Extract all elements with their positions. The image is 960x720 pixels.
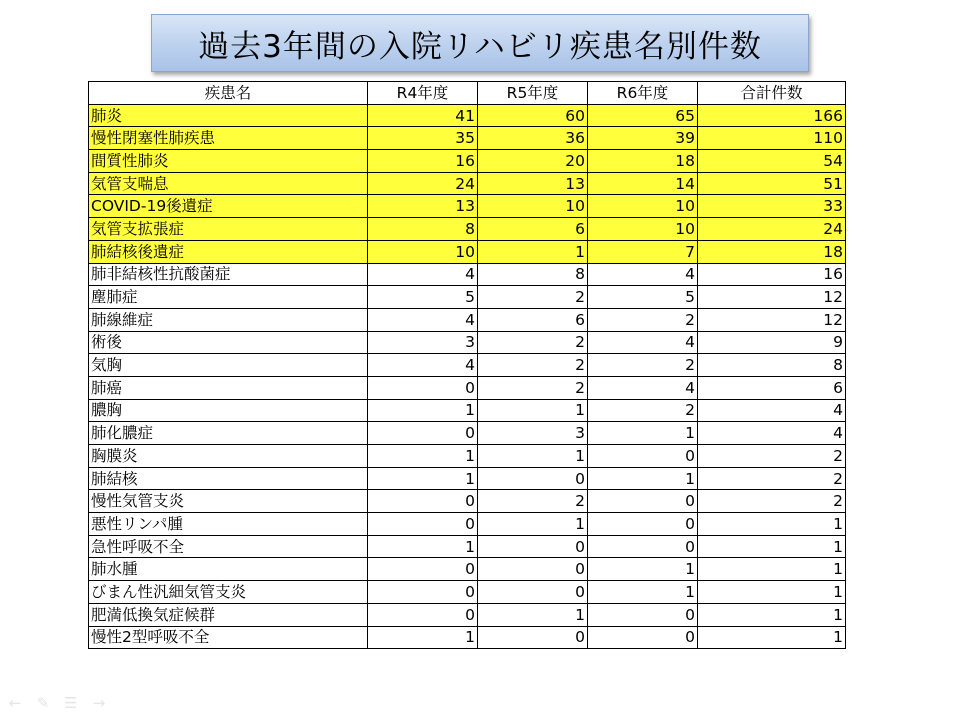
total-cell: 2 xyxy=(698,445,846,468)
r5-cell: 0 xyxy=(478,558,588,581)
header-r5: R5年度 xyxy=(478,82,588,105)
table-row xyxy=(89,467,846,490)
r6-cell: 0 xyxy=(588,603,698,626)
r4-cell: 10 xyxy=(368,240,478,263)
total-cell: 12 xyxy=(698,308,846,331)
r4-cell: 41 xyxy=(368,104,478,127)
disease-name-cell: 慢性気管支炎 xyxy=(89,490,368,513)
disease-name-cell: 肺非結核性抗酸菌症 xyxy=(89,263,368,286)
r5-cell: 10 xyxy=(478,195,588,218)
arrow-left-icon[interactable]: ← xyxy=(8,694,22,712)
r5-cell: 2 xyxy=(478,490,588,513)
disease-name-cell: びまん性汎細気管支炎 xyxy=(89,581,368,604)
r4-cell: 8 xyxy=(368,218,478,241)
r5-cell: 36 xyxy=(478,127,588,150)
disease-name-cell: 気管支喘息 xyxy=(89,172,368,195)
r4-cell: 4 xyxy=(368,308,478,331)
r6-cell: 39 xyxy=(588,127,698,150)
r4-cell: 0 xyxy=(368,513,478,536)
r6-cell: 10 xyxy=(588,195,698,218)
r6-cell: 4 xyxy=(588,263,698,286)
total-cell: 18 xyxy=(698,240,846,263)
r4-cell: 0 xyxy=(368,581,478,604)
header-total: 合計件数 xyxy=(698,82,846,105)
r4-cell: 0 xyxy=(368,603,478,626)
total-cell: 33 xyxy=(698,195,846,218)
total-cell: 4 xyxy=(698,399,846,422)
disease-name-cell: 気胸 xyxy=(89,354,368,377)
r6-cell: 0 xyxy=(588,445,698,468)
total-cell: 1 xyxy=(698,535,846,558)
r6-cell: 4 xyxy=(588,376,698,399)
r4-cell: 24 xyxy=(368,172,478,195)
table-row xyxy=(89,603,846,626)
total-cell: 1 xyxy=(698,581,846,604)
r6-cell: 18 xyxy=(588,150,698,173)
table-row xyxy=(89,286,846,309)
table-row xyxy=(89,490,846,513)
total-cell: 54 xyxy=(698,150,846,173)
disease-name-cell: 気管支拡張症 xyxy=(89,218,368,241)
r5-cell: 0 xyxy=(478,581,588,604)
total-cell: 1 xyxy=(698,603,846,626)
r6-cell: 2 xyxy=(588,399,698,422)
r5-cell: 60 xyxy=(478,104,588,127)
table-row xyxy=(89,581,846,604)
disease-name-cell: 肺癌 xyxy=(89,376,368,399)
total-cell: 51 xyxy=(698,172,846,195)
disease-name-cell: 肺化膿症 xyxy=(89,422,368,445)
disease-name-cell: 胸膜炎 xyxy=(89,445,368,468)
r6-cell: 7 xyxy=(588,240,698,263)
total-cell: 2 xyxy=(698,490,846,513)
r4-cell: 1 xyxy=(368,445,478,468)
disease-name-cell: 肺線維症 xyxy=(89,308,368,331)
r4-cell: 0 xyxy=(368,422,478,445)
pen-icon[interactable]: ✎ xyxy=(36,694,50,712)
total-cell: 24 xyxy=(698,218,846,241)
table-row xyxy=(89,263,846,286)
disease-name-cell: 悪性リンパ腫 xyxy=(89,513,368,536)
disease-name-cell: 急性呼吸不全 xyxy=(89,535,368,558)
table-row xyxy=(89,172,846,195)
total-cell: 1 xyxy=(698,626,846,649)
table-row xyxy=(89,626,846,649)
r6-cell: 0 xyxy=(588,626,698,649)
total-cell: 2 xyxy=(698,467,846,490)
r6-cell: 2 xyxy=(588,308,698,331)
r5-cell: 0 xyxy=(478,535,588,558)
r6-cell: 10 xyxy=(588,218,698,241)
r4-cell: 1 xyxy=(368,467,478,490)
table-row xyxy=(89,104,846,127)
table-row xyxy=(89,558,846,581)
r4-cell: 16 xyxy=(368,150,478,173)
slide-nav-toolbar xyxy=(6,694,108,712)
total-cell: 1 xyxy=(698,558,846,581)
table-row xyxy=(89,218,846,241)
r4-cell: 3 xyxy=(368,331,478,354)
header-r4: R4年度 xyxy=(368,82,478,105)
table-row xyxy=(89,376,846,399)
r5-cell: 13 xyxy=(478,172,588,195)
r4-cell: 4 xyxy=(368,354,478,377)
slide-title-box xyxy=(151,14,809,72)
table-row xyxy=(89,513,846,536)
r4-cell: 5 xyxy=(368,286,478,309)
r5-cell: 2 xyxy=(478,376,588,399)
arrow-right-icon[interactable]: → xyxy=(92,694,106,712)
r6-cell: 1 xyxy=(588,581,698,604)
r4-cell: 0 xyxy=(368,376,478,399)
table-row xyxy=(89,308,846,331)
r6-cell: 65 xyxy=(588,104,698,127)
r5-cell: 2 xyxy=(478,331,588,354)
disease-name-cell: COVID-19後遺症 xyxy=(89,195,368,218)
total-cell: 166 xyxy=(698,104,846,127)
disease-name-cell: 膿胸 xyxy=(89,399,368,422)
r6-cell: 0 xyxy=(588,535,698,558)
r4-cell: 0 xyxy=(368,490,478,513)
table-row xyxy=(89,354,846,377)
table-row xyxy=(89,240,846,263)
r6-cell: 4 xyxy=(588,331,698,354)
r5-cell: 8 xyxy=(478,263,588,286)
menu-icon[interactable]: ☰ xyxy=(64,694,78,712)
table-row xyxy=(89,399,846,422)
r5-cell: 2 xyxy=(478,354,588,377)
r5-cell: 1 xyxy=(478,603,588,626)
total-cell: 6 xyxy=(698,376,846,399)
table-row xyxy=(89,445,846,468)
total-cell: 9 xyxy=(698,331,846,354)
r5-cell: 0 xyxy=(478,467,588,490)
disease-name-cell: 肺結核後遺症 xyxy=(89,240,368,263)
r4-cell: 13 xyxy=(368,195,478,218)
r4-cell: 4 xyxy=(368,263,478,286)
r5-cell: 20 xyxy=(478,150,588,173)
r6-cell: 1 xyxy=(588,422,698,445)
r6-cell: 0 xyxy=(588,513,698,536)
r5-cell: 1 xyxy=(478,445,588,468)
r6-cell: 5 xyxy=(588,286,698,309)
r6-cell: 2 xyxy=(588,354,698,377)
r4-cell: 1 xyxy=(368,626,478,649)
total-cell: 16 xyxy=(698,263,846,286)
r4-cell: 35 xyxy=(368,127,478,150)
disease-name-cell: 肺結核 xyxy=(89,467,368,490)
r5-cell: 2 xyxy=(478,286,588,309)
disease-name-cell: 術後 xyxy=(89,331,368,354)
r4-cell: 1 xyxy=(368,535,478,558)
r5-cell: 1 xyxy=(478,399,588,422)
header-disease-name: 疾患名 xyxy=(89,82,368,105)
table-row xyxy=(89,195,846,218)
total-cell: 110 xyxy=(698,127,846,150)
disease-count-table xyxy=(88,81,846,649)
r5-cell: 0 xyxy=(478,626,588,649)
r6-cell: 14 xyxy=(588,172,698,195)
r4-cell: 0 xyxy=(368,558,478,581)
table-row xyxy=(89,535,846,558)
r4-cell: 1 xyxy=(368,399,478,422)
table-row xyxy=(89,422,846,445)
table-row xyxy=(89,127,846,150)
total-cell: 4 xyxy=(698,422,846,445)
slide-title: 過去3年間の入院リハビリ疾患名別件数 xyxy=(198,28,762,65)
r5-cell: 6 xyxy=(478,308,588,331)
total-cell: 12 xyxy=(698,286,846,309)
table-row xyxy=(89,331,846,354)
disease-name-cell: 肺炎 xyxy=(89,104,368,127)
r6-cell: 0 xyxy=(588,490,698,513)
disease-name-cell: 慢性閉塞性肺疾患 xyxy=(89,127,368,150)
disease-name-cell: 塵肺症 xyxy=(89,286,368,309)
r5-cell: 6 xyxy=(478,218,588,241)
r6-cell: 1 xyxy=(588,467,698,490)
disease-name-cell: 慢性2型呼吸不全 xyxy=(89,626,368,649)
table-header-row xyxy=(89,82,846,105)
r5-cell: 3 xyxy=(478,422,588,445)
r5-cell: 1 xyxy=(478,240,588,263)
header-r6: R6年度 xyxy=(588,82,698,105)
total-cell: 1 xyxy=(698,513,846,536)
total-cell: 8 xyxy=(698,354,846,377)
disease-name-cell: 肥満低換気症候群 xyxy=(89,603,368,626)
r6-cell: 1 xyxy=(588,558,698,581)
disease-name-cell: 肺水腫 xyxy=(89,558,368,581)
table-row xyxy=(89,150,846,173)
r5-cell: 1 xyxy=(478,513,588,536)
disease-name-cell: 間質性肺炎 xyxy=(89,150,368,173)
